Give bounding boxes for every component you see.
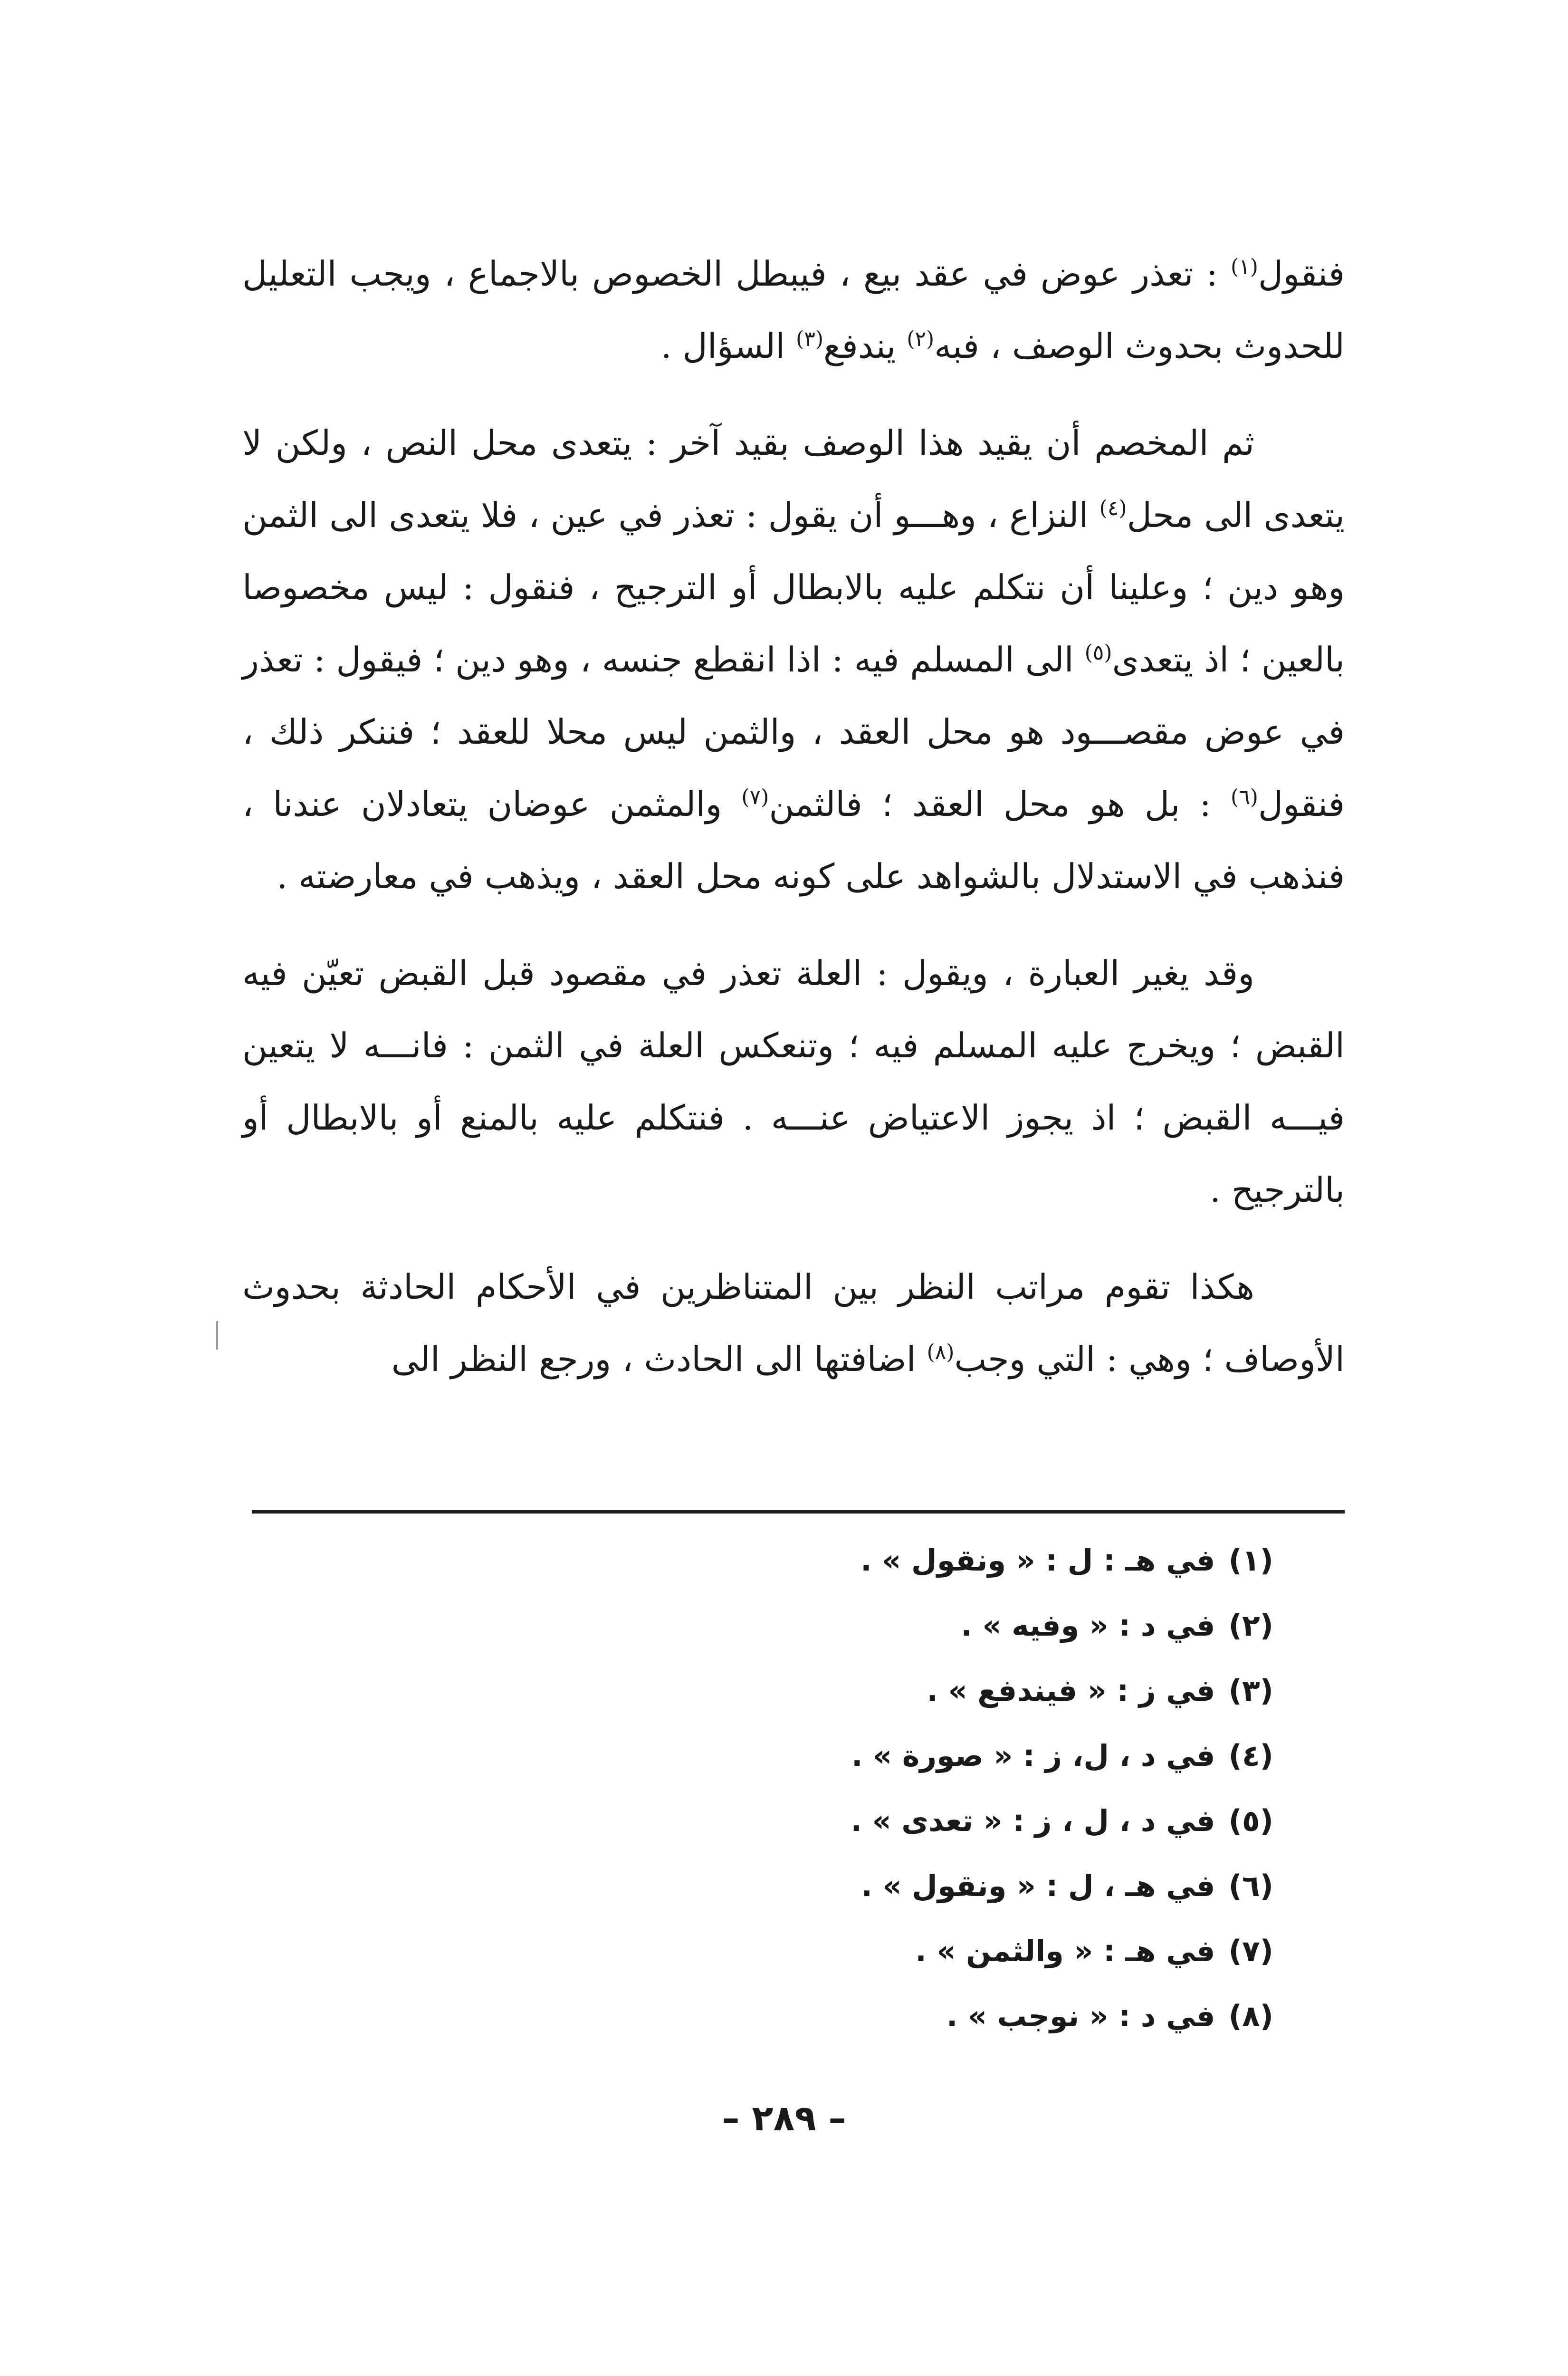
text-segment: اضافتها الى الحادث ، ورجع النظر الى [391, 1339, 927, 1379]
footnote-1: (١)في هـ : ل : « ونقول » . [860, 1543, 1273, 1578]
footnote-8: (٨)في د : « نوجب » . [946, 1999, 1273, 2033]
footnote-separator [252, 1510, 1345, 1514]
text-segment: السؤال . [660, 326, 796, 366]
footnote-5: (٥)في د ، ل ، ز : « تعدى » . [851, 1803, 1273, 1838]
paragraph-2 [242, 407, 1345, 912]
footnote-7: (٧)في هـ : « والثمن » . [915, 1934, 1273, 1968]
text-segment: ثم المخصم أن يقيد هذا الوصف بقيد آخر : يتعدى محل النص ، ولكن لا يتعدى الى محل [242, 423, 1345, 535]
footnote-ref-7[interactable]: (٧) [741, 785, 769, 809]
paragraph-3 [242, 937, 1345, 1226]
footnote-ref-5[interactable]: (٥) [1084, 641, 1112, 665]
text-segment: الى المسلم فيه : اذا انقطع جنسه ، وهو دين ؛ فيقول : تعذر في عوض مقصـــود هو محل العقد ، والثمن ليس محلا للعقد ؛ فننكر ذلك ، فنقول [242, 640, 1345, 824]
footnote-6: (٦)في هـ ، ل : « ونقول » . [861, 1868, 1273, 1903]
footnote-ref-3[interactable]: (٣) [796, 327, 824, 351]
main-text [242, 238, 1345, 1420]
text-segment: هكذا تقوم مراتب النظر بين المتناظرين في الأحكام الحادثة بحدوث الأوصاف ؛ وهي : التي وجب [242, 1267, 1345, 1379]
scan-speck [216, 1321, 218, 1350]
footnote-4: (٤)في د ، ل، ز : « صورة » . [851, 1738, 1273, 1773]
footnote-ref-1[interactable]: (١) [1230, 255, 1258, 279]
footnote-ref-6[interactable]: (٦) [1230, 785, 1258, 809]
footnote-3: (٣)في ز : « فيندفع » . [927, 1673, 1273, 1708]
footnote-ref-4[interactable]: (٤) [1099, 496, 1127, 520]
text-segment: : بل هو محل العقد ؛ فالثمن [769, 784, 1231, 824]
text-segment: النزاع ، وهـــو أن يقول : تعذر في عين ، فلا يتعدى الى الثمن وهو دين ؛ وعلينا أن نتكلم عليه بالابطال أو الترجيح ، فنقول : ليس مخصوصا بالعين ؛ اذ يتعدى [242, 495, 1345, 680]
text-segment: : تعذر عوض في عقد بيع ، فيبطل الخصوص بالاجماع ، ويجب التعليل للحدوث بحدوث الوصف ، فبه [242, 254, 1345, 366]
text-segment: فنقول [1258, 254, 1345, 294]
page-number: – ٢٨٩ – [722, 2098, 846, 2139]
footnote-ref-8[interactable]: (٨) [927, 1340, 955, 1364]
footnotes-list [851, 1528, 1273, 2049]
paragraph-1 [242, 238, 1345, 382]
text-segment: وقد يغير العبارة ، ويقول : العلة تعذر في مقصود قبل القبض تعيّن فيه القبض ؛ ويخرج عليه المسلم فيه ؛ وتنعكس العلة في الثمن : فانـــه لا يتعين فيـــه القبض ؛ اذ يجوز الاعتياض عنـــه . فنتكلم عليه بالمنع أو بالابطال أو بالترجيح . [242, 953, 1345, 1210]
text-segment: يندفع [823, 326, 907, 366]
footnote-ref-2[interactable]: (٢) [907, 327, 935, 351]
text-segment: والمثمن عوضان يتعادلان عندنا ، فنذهب في الاستدلال بالشواهد على كونه محل العقد ، ويذهب في معارضته . [242, 784, 1345, 896]
footnote-2: (٢)في د : « وفيه » . [961, 1608, 1273, 1643]
paragraph-4 [242, 1251, 1345, 1395]
